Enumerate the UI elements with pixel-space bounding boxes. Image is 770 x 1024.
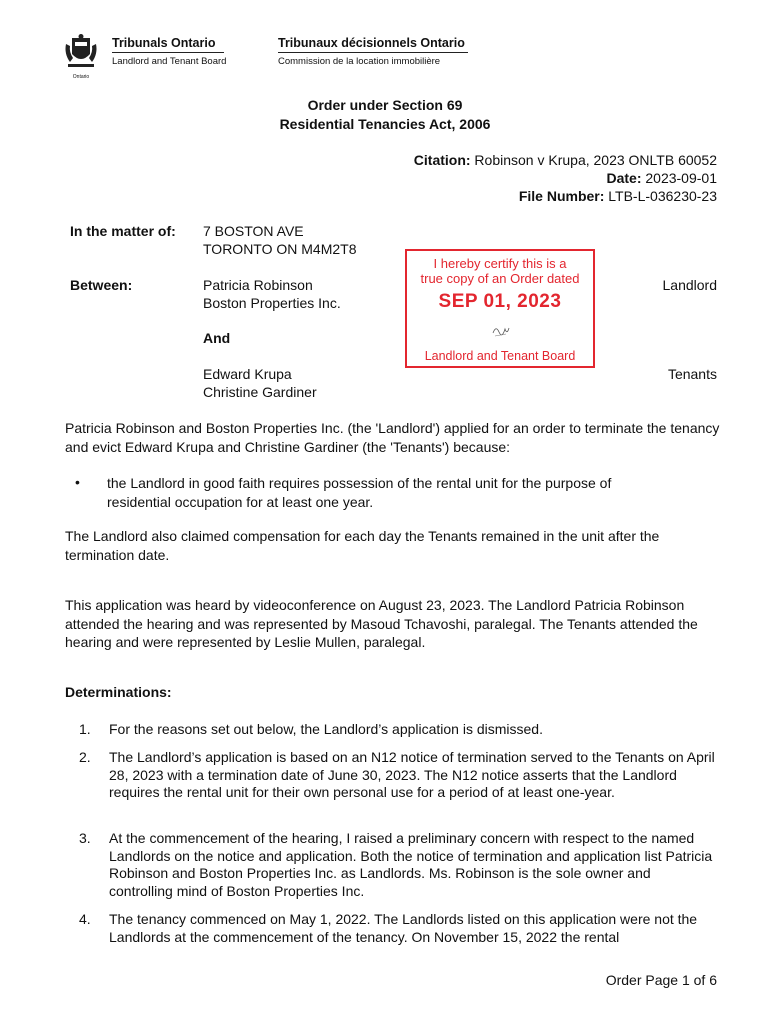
determination-text: For the reasons set out below, the Landlord’s application is dismissed. xyxy=(109,721,543,737)
citation-value: Robinson v Krupa, 2023 ONLTB 60052 xyxy=(470,152,717,168)
determinations-heading: Determinations: xyxy=(65,684,172,700)
tenant-name-1: Edward Krupa xyxy=(203,366,292,382)
file-number-label: File Number: xyxy=(518,188,605,204)
date-value: 2023-09-01 xyxy=(641,170,717,186)
address-line-2: TORONTO ON M4M2T8 xyxy=(203,240,357,257)
crest-caption: Ontario xyxy=(72,74,90,80)
tenant-role: Tenants xyxy=(667,366,717,382)
stamp-board: Landlord and Tenant Board xyxy=(424,349,576,363)
tribunal-name-fr: Tribunaux décisionnels Ontario xyxy=(278,36,465,50)
date-label: Date: xyxy=(606,170,642,186)
file-number-value: LTB-L-036230-23 xyxy=(604,188,717,204)
board-name-fr: Commission de la location immobilière xyxy=(278,56,441,67)
title-line-2: Residential Tenancies Act, 2006 xyxy=(279,116,491,132)
hearing-paragraph: This application was heard by videoconference on August 23, 2023. The Landlord Patricia Robinson attended the hearing and was represented by Masoud Tchavoshi, paralegal. The Tenants attended the hearing and were represented by Leslie Mullen, paralegal. xyxy=(65,597,698,650)
stamp-date: SEP 01, 2023 xyxy=(438,291,562,312)
landlord-role: Landlord xyxy=(662,277,717,293)
determination-number: 1. xyxy=(79,721,91,737)
header-divider-fr xyxy=(278,52,468,53)
citation-label: Citation: xyxy=(413,152,471,168)
matter-label: In the matter of: xyxy=(70,223,176,239)
landlord-names xyxy=(203,277,341,312)
landlord-name-2: Boston Properties Inc. xyxy=(203,294,341,311)
title-line-1: Order under Section 69 xyxy=(307,97,463,113)
determination-number: 2. xyxy=(79,749,91,765)
board-name-en: Landlord and Tenant Board xyxy=(112,56,227,67)
bullet-marker: • xyxy=(75,474,80,490)
ontario-crest-logo xyxy=(62,34,100,80)
address-block xyxy=(203,223,357,258)
determination-number: 4. xyxy=(79,911,91,927)
page-number: Order Page 1 of 6 xyxy=(605,972,717,988)
tenant-names xyxy=(203,366,317,401)
determination-text: The Landlord’s application is based on an N12 notice of termination served to the Tenants on April 28, 2023 with a termination date of June 30, 2023. The N12 notice asserts that the Landlord requires the rental unit for their own personal use for a period of at least one-year. xyxy=(109,749,715,800)
tribunal-name-en: Tribunals Ontario xyxy=(112,36,216,50)
citation-block xyxy=(414,151,717,205)
address-line-1: 7 BOSTON AVE xyxy=(203,223,304,239)
landlord-name-1: Patricia Robinson xyxy=(203,277,313,293)
certified-copy-stamp xyxy=(405,249,595,368)
intro-paragraph: Patricia Robinson and Boston Properties Inc. (the 'Landlord') applied for an order to terminate the tenancy and evict Edward Krupa and Christine Gardiner (the 'Tenants') because: xyxy=(65,420,720,455)
document-title xyxy=(0,96,770,134)
determination-text: The tenancy commenced on May 1, 2022. The Landlords listed on this application were not the Landlords at the commencement of the tenancy. On November 15, 2022 the rental xyxy=(109,911,698,945)
tenant-name-2: Christine Gardiner xyxy=(203,383,317,400)
stamp-line-1: I hereby certify this is a xyxy=(433,256,567,271)
compensation-paragraph: The Landlord also claimed compensation for each day the Tenants remained in the unit after the termination date. xyxy=(65,528,660,563)
bullet-item-1: the Landlord in good faith requires possession of the rental unit for the purpose of residential occupation for at least one year. xyxy=(107,475,612,510)
signature-scribble xyxy=(491,323,511,344)
between-label: Between: xyxy=(70,277,133,293)
determination-number: 3. xyxy=(79,830,91,846)
and-label: And xyxy=(203,330,231,346)
determination-text: At the commencement of the hearing, I raised a preliminary concern with respect to the named Landlords on the notice and application. Both the notice of termination and application list Patricia Robinson and Boston Properties Inc. as Landlords. Ms. Robinson is the sole owner and controlling mind of Boston Properties Inc. xyxy=(109,830,713,899)
header-divider-en xyxy=(112,52,224,53)
stamp-line-2: true copy of an Order dated xyxy=(420,271,580,286)
